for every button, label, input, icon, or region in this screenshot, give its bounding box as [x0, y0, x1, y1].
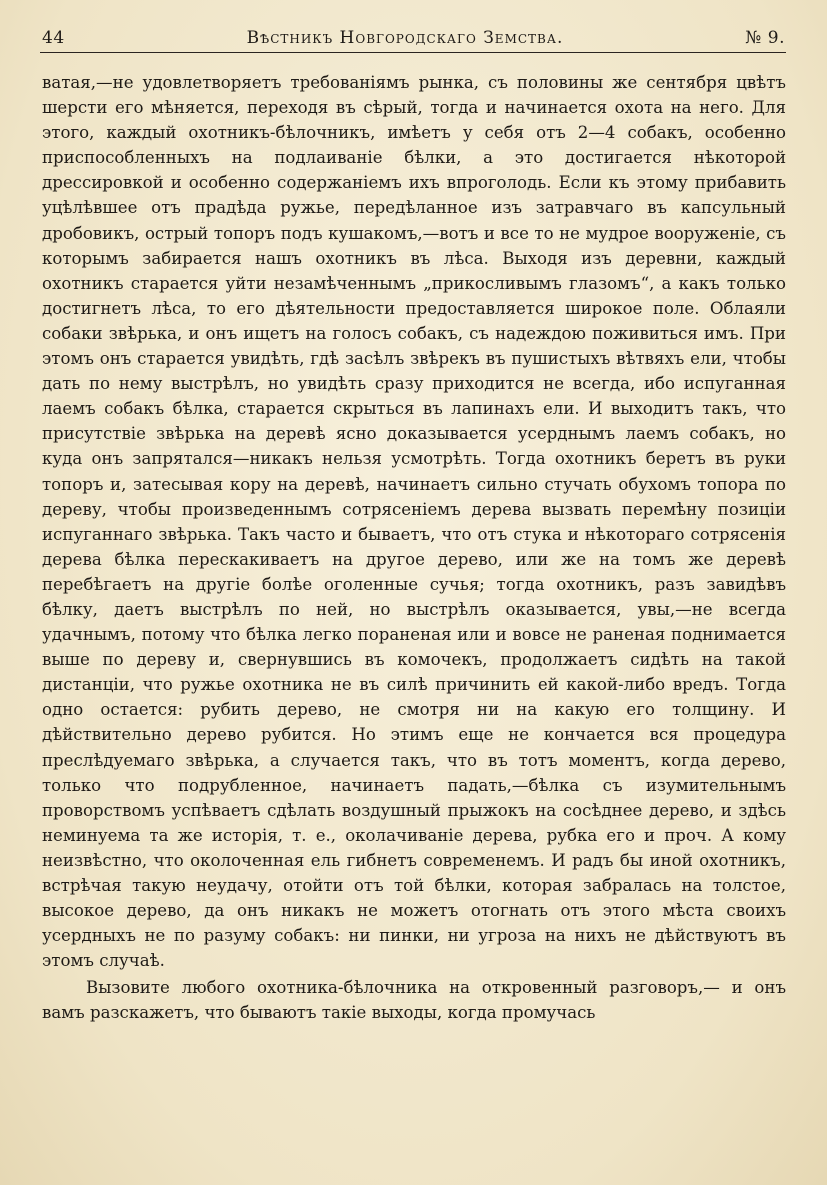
header-rule [40, 52, 786, 53]
page-header [42, 20, 785, 48]
page-number: 44 [42, 28, 65, 48]
body-text [42, 70, 786, 1026]
issue-number: № 9. [745, 28, 785, 48]
paragraph: Вызовите любого охотника-бѣлочника на откровенный разговоръ,— и онъ вамъ разскажетъ, что бываютъ такiе выходы, когда промучась [42, 978, 786, 1023]
journal-title: Вѣстникъ Новгородскаго Земства. [246, 28, 564, 48]
paragraph: ватая,—не удовлетворяетъ требованiямъ рынка, съ половины же сентября цвѣтъ шерсти его мѣняется, переходя въ сѣрый, тогда и начинается охота на него. Для этого, каждый охотникъ-бѣлочникъ, имѣетъ у себя отъ 2—4 собакъ, особенно приспособленныхъ на подлаиванiе бѣлки, а это достигается нѣкоторой дрессировкой и особенно содержанiемъ ихъ впроголодь. Если къ этому прибавить уцѣлѣвшее отъ прадѣда ружье, передѣланное изъ затравчаго въ капсульный дробовикъ, острый топоръ подъ кушакомъ,—вотъ и все то не мудрое вооруженiе, съ которымъ забирается нашъ охотникъ въ лѣса. Выходя изъ деревни, каждый охотникъ старается уйти незамѣченнымъ „прикосливымъ глазомъ“, а какъ только достигнетъ лѣса, то его дѣятельности предоставляется широкое поле. Облаяли собаки звѣрька, и онъ ищетъ на голосъ собакъ, съ надеждою поживиться имъ. При этомъ онъ старается увидѣть, гдѣ засѣлъ звѣрекъ въ пушистыхъ вѣтвяхъ ели, чтобы дать по нему выстрѣлъ, но увидѣть сразу приходится не всегда, ибо испуганная лаемъ собакъ бѣлка, старается скрыться въ лапинахъ ели. И выходитъ такъ, что присутствiе звѣрька на деревѣ ясно доказывается усерднымъ лаемъ собакъ, но куда онъ запрятался—никакъ нельзя усмотрѣть. Тогда охотникъ беретъ въ руки топоръ и, затесывая кору на деревѣ, начинаетъ сильно стучать обухомъ топора по дереву, чтобы произведеннымъ сотрясенiемъ дерева вызвать перемѣну позицiи испуганнаго звѣрька. Такъ часто и бываетъ, что отъ стука и нѣкотораго сотрясенiя дерева бѣлка перескакиваетъ на другое дерево, или же на томъ же деревѣ перебѣгаетъ на другiе болѣе оголенные сучья; тогда охотникъ, разъ завидѣвъ бѣлку, даетъ выстрѣлъ по ней, но выстрѣлъ оказывается, увы,—не всегда удачнымъ, потому что бѣлка легко пораненая или и вовсе не раненая поднимается выше по дереву и, свернувшись въ комочекъ, продолжаетъ сидѣть на такой дистанцiи, что ружье охотника не въ силѣ причинить ей какой-либо вредъ. Тогда одно остается: рубить дерево, не смотря ни на какую его толщину. И дѣйствительно дерево рубится. Но этимъ еще не кончается вся процедура преслѣдуемаго звѣрька, а случается такъ, что въ тотъ моментъ, когда дерево, только что подрубленное, начинаетъ падать,—бѣлка съ изумительнымъ проворствомъ успѣваетъ сдѣлать воздушный прыжокъ на сосѣднее дерево, и здѣсь неминуема та же исторiя, т. е., околачиванiе дерева, рубка его и проч. А кому неизвѣстно, что околоченная ель гибнетъ современемъ. И радъ бы иной охотникъ, встрѣчая такую неудачу, отойти отъ той бѣлки, которая забралась на толстое, высокое дерево, да онъ никакъ не можетъ отогнать отъ этого мѣста своихъ усердныхъ не по разуму собакъ: ни пинки, ни угроза на нихъ не дѣйствуютъ въ этомъ случаѣ. [42, 73, 786, 971]
